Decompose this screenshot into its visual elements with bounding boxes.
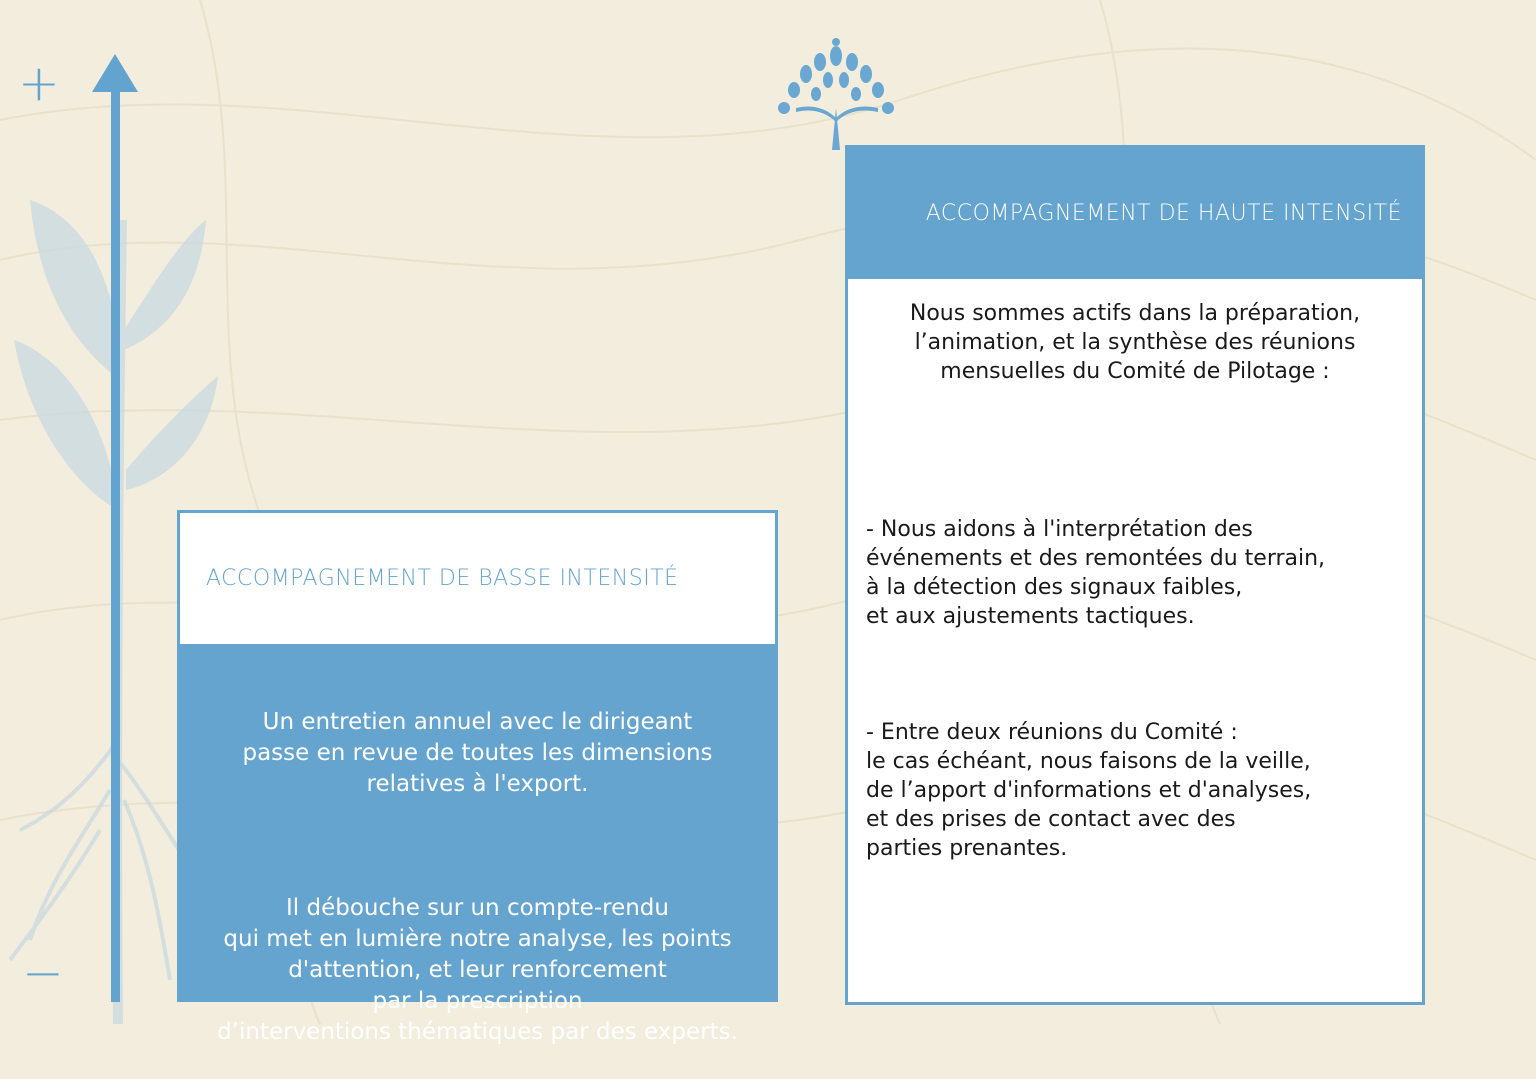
high-intensity-title: ACCOMPAGNEMENT DE HAUTE INTENSITÉ [925,201,1402,226]
low-intensity-paragraph-2: Il débouche sur un compte-rendu qui met en lumière notre analyse, les points d'attention, et leur renforcement par la prescription d’interventions thématiques par des experts. [217,895,738,1045]
high-intensity-list [848,486,1422,892]
scale-minus-label: − [22,944,64,1002]
up-arrow-icon [80,50,150,1010]
high-intensity-card [845,145,1425,1005]
scale-plus-label: + [18,54,60,112]
low-intensity-paragraph-1: Un entretien annuel avec le dirigeant passe en revue de toutes les dimensions relatives à l'export. [242,709,713,797]
low-intensity-title: ACCOMPAGNEMENT DE BASSE INTENSITÉ [206,566,679,591]
high-intensity-intro: Nous sommes actifs dans la préparation, l’animation, et la synthèse des réunions mensuelles du Comité de Pilotage : [909,301,1361,384]
high-intensity-item-1: - Nous aidons à l'interprétation des événements et des remontées du terrain, à la détection des signaux faibles, et aux ajustements tactiques. [866,517,1326,629]
low-intensity-body [180,644,775,1079]
low-intensity-card [177,510,778,1045]
tree-icon [766,38,908,150]
high-intensity-item-2: - Entre deux réunions du Comité : le cas échéant, nous faisons de la veille, de l’apport d'informations et d'analyses, et des prises de contact avec des parties prenantes. [866,720,1312,861]
high-intensity-header [848,148,1422,279]
low-intensity-header [180,513,775,644]
